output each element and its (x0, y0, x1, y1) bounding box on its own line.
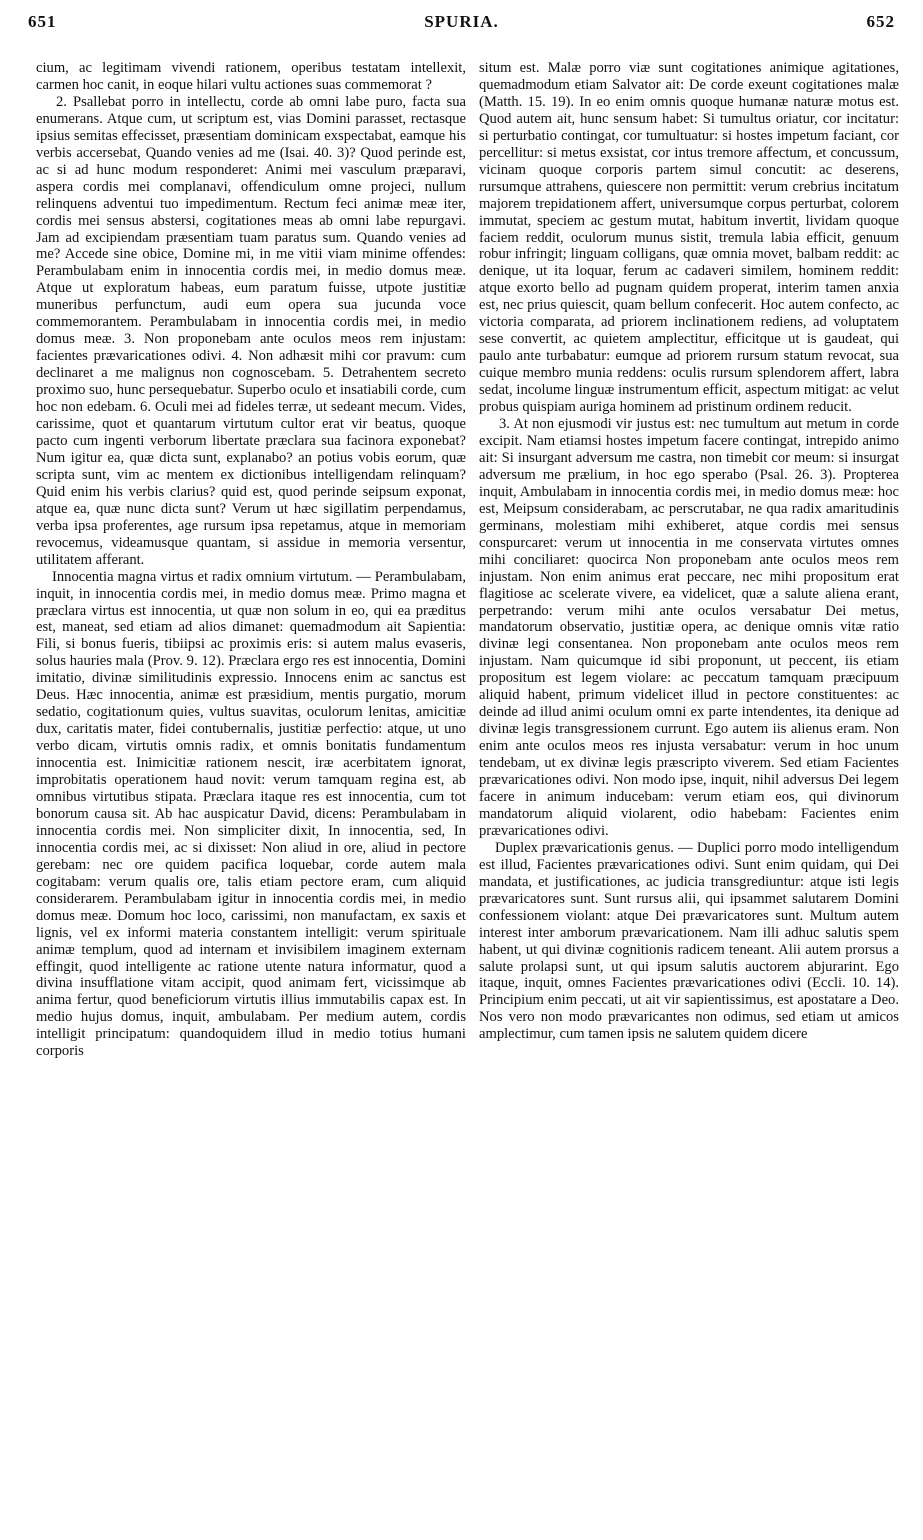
paragraph: situm est. Malæ porro viæ sunt cogitationes animique agitationes, quemadmodum etiam Salvator ait: De corde exeunt cogitationes malæ (Matth. 15. 19). In eo enim omnis quoque humanæ naturæ motus est. Quod autem ait, hunc sensum habet: Si tumultus oriatur, cor incitatur: si perturbatio contingat, cor tumultuatur: si hostes impetum faciant, cor percellitur: si metus exsistat, cor intus tremore affectum, et concussum, vicinam quoque corporis partem simul concutit: ac deserens, rursumque attrahens, quiescere non permittit: verum crebrius incitatum majorem trepidationem affert, universumque corpus perturbat, colorem immutat, speciem ac gestum mutat, habitum invertit, lividam quoque faciem reddit, oculorum munus sistit, tremula labia efficit, genuum robur infringit; linguam colligans, quæ omnia movet, balbam reddit: ac denique, ut ita loquar, ferum ac cadaveri similem, hominem reddit: atque exorto bello ad pugnam quidem properat, interim tamen anxia est, nec prius quiescit, quam bellum confecerit. Hoc autem confecto, ac victoria comparata, ad priorem inclinationem rediens, ad voluptatem sese convertit, ac quietem amplectitur, efficitque ut is gaudeat, qui paulo ante turbabatur: eumque ad priorem rursum statum revocat, sua cuique membro munia reddens: oculis rursum splendorem affert, labra sedat, incolume linguæ instrumentum efficit, aspectum mitigat: ac velut probus quispiam auriga hominem ad pristinum ordinem reducit. (479, 60, 899, 416)
right-column (479, 60, 899, 1532)
running-head: SPURIA. (424, 12, 499, 31)
left-column (36, 60, 466, 1532)
paragraph: 3. At non ejusmodi vir justus est: nec tumultum aut metum in corde excipit. Nam etiamsi hostes impetum facere contingat, intrepido animo ait: Si insurgant adversum me castra, non timebit cor meum: si insurgat adversum me prælium, in hoc ego sperabo (Psal. 26. 3). Propterea inquit, Ambulabam in innocentia cordis mei, in medio domus meæ: hoc est, Meipsum considerabam, ac perscrutabar, ne qua radix amaritudinis germinans, molestiam mihi exhiberet, atque cordis mei sensus conspurcaret: verum ut innocentia in me conservata virtutes omnes mihi conciliaret: quocirca Non proponebam ante oculos meos rem injustam. Non enim animus erat peccare, nec mihi propositum erat flagitiose ac scelerate vivere, ea videlicet, quæ a salute aliena erant, perpetrando: verum mihi ante oculos versabatur Dei metus, mandatorum observatio, justitiæ opera, ac denique omnis vitæ ratio divinæ legi consentanea. Non proponebam ante oculos meos rem injustam. Nam quicumque id sibi proponunt, ut peccent, iis etiam propositum est legem violare: ac peccatum tamquam præcipuum aliquid habent, primum videlicet illud in pectore constituentes: ac deinde ad illud animi oculum omni ex parte intendentes, ita denique ad divinæ legis transgressionem currunt. Ego autem iis alienus eram. Non enim ante oculos meos res injusta versabatur: verum in hoc unum tendebam, ut ex divinæ legis præscripto viverem. Sed etiam Facientes prævaricationes odivi. Non modo ipse, inquit, nihil adversus Dei legem facere in animum inducebam: verum etiam eos, qui divinorum mandatorum aliquid violarent, odio habebam: Facientes enim prævaricationes odivi. (479, 416, 899, 839)
paragraph: 2. Psallebat porro in intellectu, corde ab omni labe puro, facta sua enumerans. Atque cum, ut scriptum est, vias Domini parasset, rectasque ipsius semitas effecisset, præsentiam dominicam exspectabat, eamque his verbis accersebat, Quando venies ad me (Isai. 40. 3)? Quod perinde est, ac si ad hunc modum responderet: Animi mei vasculum præparavi, aspera cordis mei complanavi, offendiculum omne projeci, nullum relinquens adventui tuo impedimentum. Rectum feci animæ meæ iter, cordis mei sensus abstersi, cogitationes meas ab omni labe repurgavi. Jam ad excipiendam præsentiam tuam paratus sum. Quando venies ad me? Accede sine obice, Domine mi, in me vitii viam minime offendes: Perambulabam enim in innocentia cordis mei, in medio domus meæ. Atque ut exploratum habeas, eum paratum fuisse, utpote justitiæ muneribus perfunctum, audi eum opera sua jucunda voce commemorantem. Perambulabam in innocentia cordis mei, in medio domus meæ. 3. Non proponebam ante oculos meos rem injustam: facientes prævaricationes odivi. 4. Non adhæsit mihi cor pravum: cum declinaret a me malignus non cognoscebam. 5. Detrahentem secreto proximo suo, hunc persequebatur. Superbo oculo et insatiabili corde, cum hoc non edebam. 6. Oculi mei ad fideles terræ, ut sedeant mecum. Vides, carissime, quot et quantarum virtutum cultor erat vir beatus, quoque pacto cum ingenti verborum libertate præclara sua facinora exponebat? Num igitur ea, quæ dicta sunt, explanabo? an potius vobis eorum, quæ scripta sunt, vim ac mentem ex dictionibus intelligendam relinquam? Quid enim his verbis clarius? quid est, quod perinde seipsum exponat, atque ea, quæ nunc dicta sunt? Verum ut hæc sigillatim perpendamus, verba ipsa proferentes, age rursum ipsa repetamus, atque in memoriam revocemus, videamusque quantam, si assidue in memoria versentur, utilitatem afferant. (36, 93, 466, 568)
page-number-right: 652 (866, 12, 895, 31)
paragraph: Innocentia magna virtus et radix omnium virtutum. — Perambulabam, inquit, in innocentia cordis mei, in medio domus meæ. Primo magna et præclara virtus est innocentia, ut quæ non solum in eo, qui ea præditus est, maneat, sed etiam ad alios dimanet: quemadmodum ait Sapientia: Fili, si bonus fueris, tibiipsi ac proximis eris: si autem malus evaseris, solus hauries mala (Prov. 9. 12). Præclara ergo res est innocentia, Domini imitatio, divinæ similitudinis expressio. Innocens enim ac sanctus est Deus. Hæc innocentia, animæ est præsidium, mentis purgatio, morum sedatio, cogitationum quies, vultus suavitas, oculorum lenitas, amicitiæ dux, caritatis mater, fidei contubernalis, justitiæ perfectio: atque, ut uno verbo dicam, virtutis omnis radix, et omnis bonitatis fundamentum innocentia est. Inimicitiæ rationem nescit, iræ acerbitatem ignorat, improbitatis operationem haud novit: verum tamquam regina est, ab omnibus virtutibus stipata. Præclara itaque res est innocentia, cum tot bonorum causa sit. Ab hac auspicatur David, dicens: Perambulabam in innocentia cordis mei. Non simpliciter dixit, In innocentia, sed, In innocentia cordis mei, ac si dixisset: Non aliud in ore, aliud in pectore gerebam: nec ore quidem pacifica loquebar, corde autem mala cogitabam: verum qualis ore, talis etiam pectore eram, cum aliquid considerarem. Perambulabam igitur in innocentia cordis mei, in medio domus meæ. Domum hoc loco, carissimi, non manufactam, ex saxis et lignis, vel ex informi materia constantem intelligit: verum spirituale animæ templum, quod ad internam et invisibilem imaginem externam effingit, quod intelligente ac ratione utente natura informatur, quod a divina insufflatione vitam accipit, quod animam fert, vicissimque ab anima fertur, quod beneficiorum virtutis illius immutabilis capax est. In medio hujus domus, inquit, ambulabam. Per medium autem, cordis intelligit principatum: quandoquidem illud in medio totius humani corporis (36, 568, 466, 1060)
paragraph: Duplex prævaricationis genus. — Duplici porro modo intelligendum est illud, Facientes prævaricationes odivi. Sunt enim quidam, qui Dei mandata, et justificationes, ac judicia transgrediuntur: atque isti legis prævaricatores sunt. Sunt rursus alii, qui ipsammet salutarem Domini confessionem violant: atque Dei prævaricatores sunt. Multum autem interest inter amborum prævaricationem. Nam illi adhuc salutis spem habent, ut qui divinæ cognitionis radicem teneant. Alii autem prorsus a salute prolapsi sunt, ut qui ipsum salutis auctorem abjurarint. Ego itaque, inquit, omnes Facientes prævaricationes odivi (Eccli. 10. 14). Principium enim peccati, ut ait vir sapientissimus, est apostatare a Deo. Nos vero non modo prævaricantes non odimus, sed etiam ut amicos amplectimur, cum tamen ipsis ne salutem quidem dicere (479, 839, 899, 1043)
paragraph: cium, ac legitimam vivendi rationem, operibus testatam intellexit, carmen hoc canit, in eoque hilari vultu actiones suas commemorat ? (36, 60, 466, 93)
page-header (28, 8, 895, 38)
page-number-left: 651 (28, 12, 57, 31)
